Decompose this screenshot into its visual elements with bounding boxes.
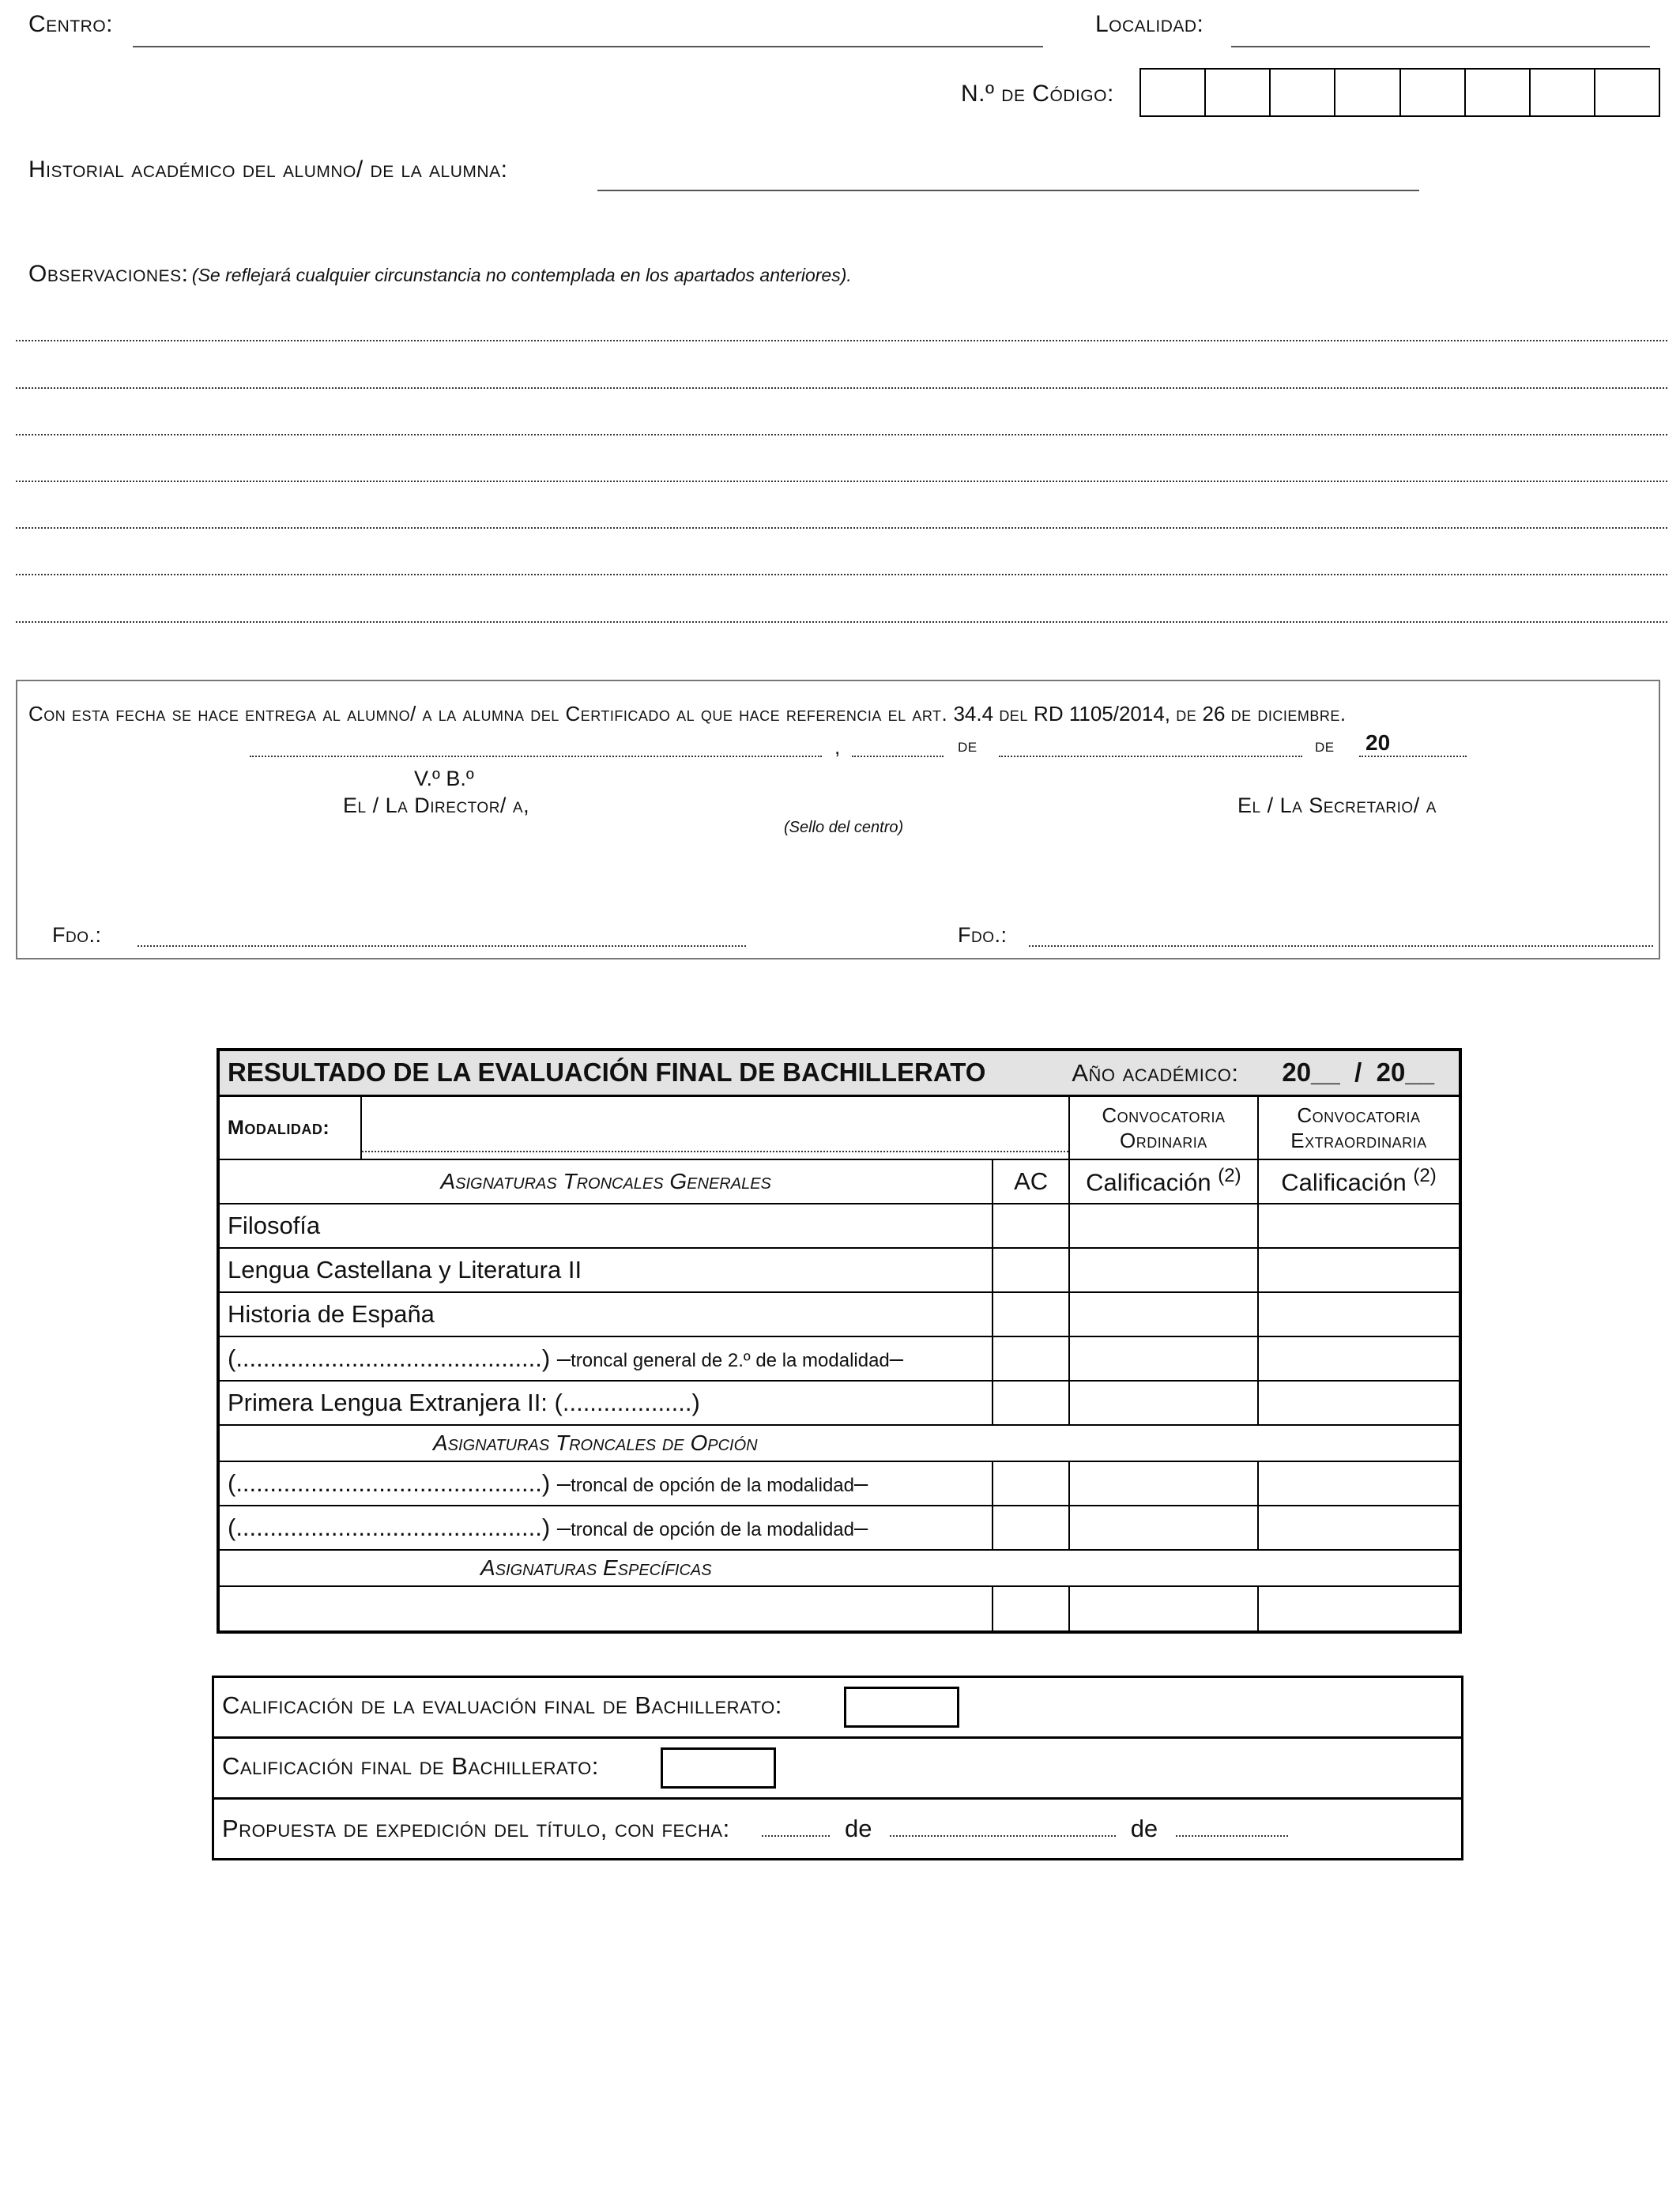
observaciones-line[interactable] — [16, 340, 1667, 341]
grade-extra-cell[interactable] — [1258, 1461, 1460, 1506]
especificas-header-row — [218, 1550, 1460, 1586]
calificacion-ordinaria-header: Calificación $^{(2)}$ — [1069, 1159, 1258, 1204]
propuesta-de-2: de — [1130, 1815, 1158, 1842]
modalidad-field[interactable] — [362, 1097, 1068, 1152]
codigo-boxes[interactable] — [1139, 68, 1660, 117]
final-row — [213, 1738, 1463, 1799]
codigo-box[interactable] — [1206, 70, 1271, 115]
propuesta-de-1: de — [844, 1815, 872, 1842]
propuesta-label: Propuesta de expedición del título, con fecha: — [222, 1815, 730, 1842]
ac-cell[interactable] — [993, 1586, 1069, 1632]
especificas-header: Asignaturas Específicas — [218, 1550, 1460, 1586]
grade-ordinaria-cell[interactable] — [1069, 1292, 1258, 1336]
observaciones-line[interactable] — [16, 527, 1667, 529]
calif-final-grade-box[interactable] — [661, 1747, 776, 1789]
troncal-modalidad-cell[interactable]: (.............................................) –troncal general de 2.º de la modalidad– — [218, 1336, 993, 1381]
conv-ordinaria-header: Convocatoria Ordinaria — [1069, 1095, 1258, 1159]
table-row — [218, 1461, 1460, 1506]
modalidad-label: Modalidad: — [220, 1097, 362, 1159]
lengua-extranjera-cell[interactable]: Primera Lengua Extranjera II: (...................) — [218, 1381, 993, 1425]
centro-field[interactable] — [133, 46, 1043, 47]
grade-extra-cell[interactable] — [1258, 1292, 1460, 1336]
grade-extra-cell[interactable] — [1258, 1506, 1460, 1550]
grade-ordinaria-cell[interactable] — [1069, 1204, 1258, 1248]
dia-field[interactable] — [852, 756, 944, 757]
propuesta-anio-field[interactable] — [1176, 1835, 1288, 1837]
vobo: V.º B.º — [414, 767, 474, 790]
observaciones-line[interactable] — [16, 481, 1667, 482]
results-table — [217, 1048, 1462, 1634]
table-row — [218, 1381, 1460, 1425]
historial-field[interactable] — [597, 190, 1419, 191]
ac-cell[interactable] — [993, 1336, 1069, 1381]
ac-cell[interactable] — [993, 1248, 1069, 1292]
results-title: RESULTADO DE LA EVALUACIÓN FINAL DE BACHILLERATO — [228, 1057, 986, 1088]
mes-field[interactable] — [999, 756, 1302, 757]
modalidad-row — [218, 1095, 1460, 1159]
ac-cell[interactable] — [993, 1381, 1069, 1425]
codigo-box[interactable] — [1595, 70, 1659, 115]
subject-name: Lengua Castellana y Literatura II — [218, 1248, 993, 1292]
conv-extra-header: Convocatoria Extraordinaria — [1258, 1095, 1460, 1159]
observaciones-line[interactable] — [16, 387, 1667, 389]
table-row — [218, 1248, 1460, 1292]
troncales-opcion-header-row — [218, 1425, 1460, 1461]
comma: , — [834, 735, 841, 759]
localidad-label: Localidad: — [1095, 11, 1204, 37]
ac-cell[interactable] — [993, 1461, 1069, 1506]
historial-label: Historial académico del alumno/ de la alumna: — [28, 156, 508, 183]
secretario-label: El / La Secretario/ a — [1237, 794, 1437, 817]
ac-cell[interactable] — [993, 1506, 1069, 1550]
lugar-field[interactable] — [250, 756, 822, 757]
ac-cell[interactable] — [993, 1292, 1069, 1336]
observaciones-note: (Se reflejará cualquier circunstancia no contemplada en los apartados anteriores). — [191, 265, 852, 285]
table-row — [218, 1586, 1460, 1632]
calificacion-extra-header: Calificación $^{(2)}$ — [1258, 1159, 1460, 1204]
director-label: El / La Director/ a, — [343, 794, 530, 817]
grade-ordinaria-cell[interactable] — [1069, 1506, 1258, 1550]
grade-extra-cell[interactable] — [1258, 1336, 1460, 1381]
codigo-box[interactable] — [1466, 70, 1531, 115]
anio-value: 20__ / 20__ — [1282, 1057, 1435, 1088]
codigo-box[interactable] — [1401, 70, 1466, 115]
year-prefix: 20 — [1365, 730, 1391, 755]
fdo-right-field[interactable] — [1029, 945, 1653, 947]
propuesta-dia-field[interactable] — [762, 1835, 830, 1837]
grade-ordinaria-cell[interactable] — [1069, 1381, 1258, 1425]
observaciones-line[interactable] — [16, 621, 1667, 623]
ac-header: AC — [993, 1159, 1069, 1204]
fdo-left-field[interactable] — [137, 945, 746, 947]
propuesta-mes-field[interactable] — [890, 1835, 1116, 1837]
anio-field[interactable] — [1359, 756, 1467, 757]
anio-label: Año académico: — [1072, 1059, 1239, 1088]
especifica-cell[interactable] — [218, 1586, 993, 1632]
grade-extra-cell[interactable] — [1258, 1204, 1460, 1248]
sello-note: (Sello del centro) — [784, 819, 904, 836]
de-label-2: de — [1315, 735, 1335, 756]
observaciones-line[interactable] — [16, 574, 1667, 575]
codigo-box[interactable] — [1141, 70, 1206, 115]
grade-ordinaria-cell[interactable] — [1069, 1586, 1258, 1632]
fdo-right-label: Fdo.: — [958, 923, 1008, 947]
grade-extra-cell[interactable] — [1258, 1586, 1460, 1632]
ac-cell[interactable] — [993, 1204, 1069, 1248]
subject-name: Historia de España — [218, 1292, 993, 1336]
table-row — [218, 1506, 1460, 1550]
table-row — [218, 1204, 1460, 1248]
subject-name: Filosofía — [218, 1204, 993, 1248]
grade-extra-cell[interactable] — [1258, 1248, 1460, 1292]
observaciones-label: Observaciones: — [28, 261, 189, 287]
grade-ordinaria-cell[interactable] — [1069, 1248, 1258, 1292]
fdo-left-label: Fdo.: — [52, 923, 102, 947]
troncales-generales-header: Asignaturas Troncales Generales — [218, 1159, 993, 1204]
results-title-row — [218, 1050, 1460, 1095]
troncales-generales-header-row — [218, 1159, 1460, 1204]
observaciones-line[interactable] — [16, 434, 1667, 435]
codigo-box[interactable] — [1335, 70, 1400, 115]
evaluacion-label: Calificación de la evaluación final de Bachillerato: — [222, 1691, 782, 1720]
final-row — [213, 1677, 1463, 1738]
localidad-field[interactable] — [1231, 46, 1650, 47]
observaciones-heading — [28, 261, 852, 288]
centro-label: Centro: — [28, 11, 113, 37]
troncal-opcion-cell[interactable]: (.............................................) –troncal de opción de la modalidad– — [218, 1506, 993, 1550]
troncales-opcion-header: Asignaturas Troncales de Opción — [218, 1425, 1460, 1461]
codigo-box[interactable] — [1271, 70, 1335, 115]
final-row — [213, 1799, 1463, 1860]
grade-extra-cell[interactable] — [1258, 1381, 1460, 1425]
entrega-text: Con esta fecha se hace entrega al alumno/ a la alumna del Certificado al que hace referencia el art. 34.4 del RD 1105/2014, de 26 de diciembre. — [28, 702, 1347, 726]
calif-final-label: Calificación final de Bachillerato: — [222, 1752, 599, 1781]
final-table — [212, 1676, 1463, 1860]
grade-ordinaria-cell[interactable] — [1069, 1336, 1258, 1381]
table-row — [218, 1292, 1460, 1336]
codigo-label: N.º de Código: — [961, 81, 1114, 107]
troncal-opcion-cell[interactable]: (.............................................) –troncal de opción de la modalidad– — [218, 1461, 993, 1506]
entrega-box — [16, 680, 1660, 959]
grade-ordinaria-cell[interactable] — [1069, 1461, 1258, 1506]
codigo-box[interactable] — [1531, 70, 1595, 115]
de-label-1: de — [958, 735, 977, 756]
evaluacion-grade-box[interactable] — [844, 1687, 959, 1728]
table-row — [218, 1336, 1460, 1381]
